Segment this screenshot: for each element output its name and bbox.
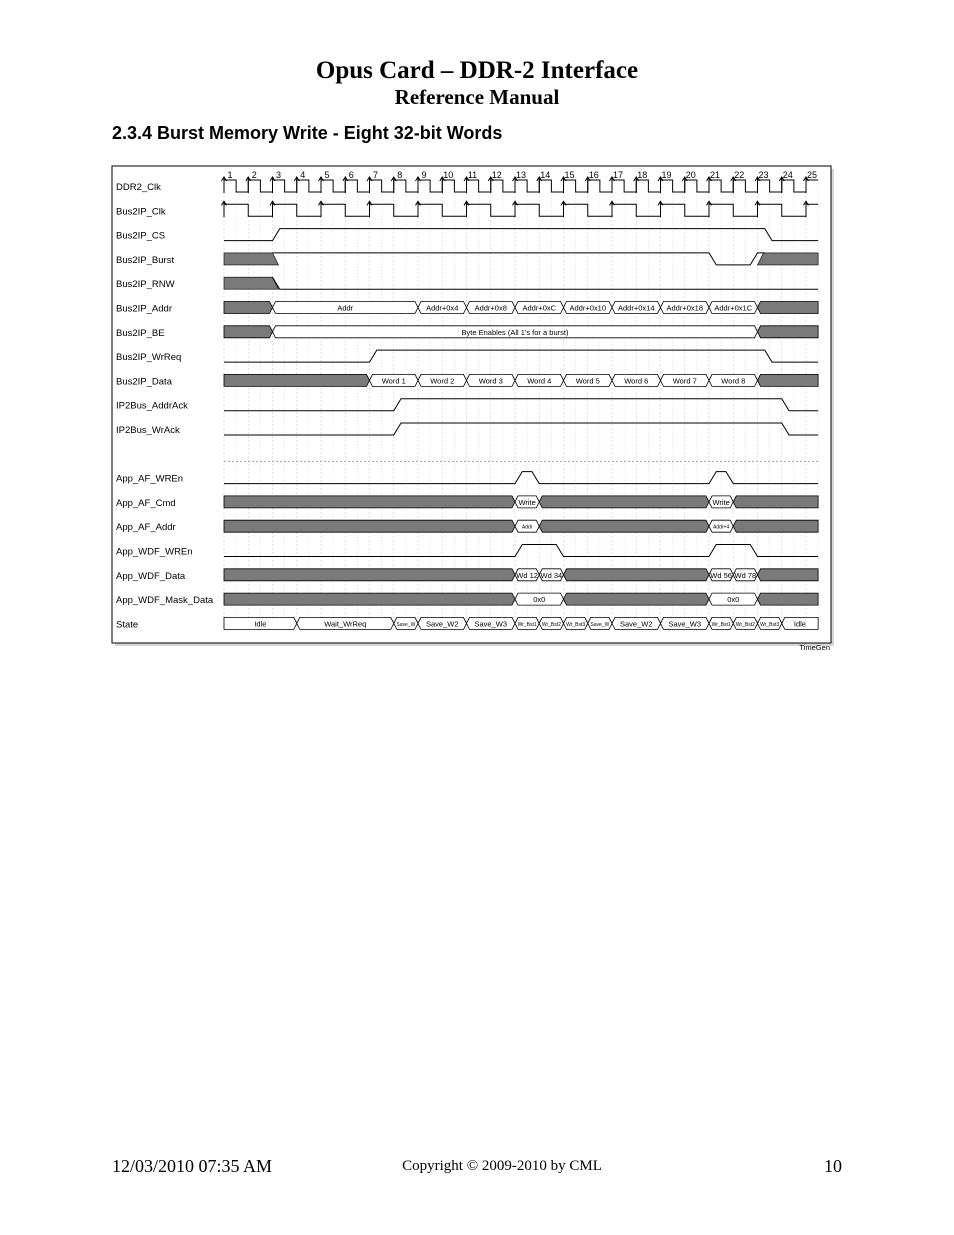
cycle-label: 11 xyxy=(467,170,478,180)
signal-name: Bus2IP_WrReq xyxy=(116,352,182,364)
dont-care-region xyxy=(224,374,370,386)
bus-value-label: Idle xyxy=(254,619,267,629)
dont-care-region xyxy=(539,520,709,532)
cycle-label: 15 xyxy=(564,170,575,180)
cycle-label: 19 xyxy=(661,170,672,180)
dont-care-region xyxy=(224,496,515,508)
dont-care-region xyxy=(224,326,273,338)
bus-value-label: 0x0 xyxy=(533,595,546,605)
document-title: Opus Card – DDR-2 Interface xyxy=(315,57,639,84)
dont-care-region xyxy=(224,253,279,265)
cycle-label: 3 xyxy=(275,170,282,180)
bus-value-label: Addr+0x1C xyxy=(714,303,753,313)
bus-value-label: Wait_WrReq xyxy=(324,619,367,629)
cycle-label: 21 xyxy=(709,170,721,180)
bus-value-label: Addr+0x10 xyxy=(569,303,606,313)
bus-value-label: Byte Enables (All 1's for a burst) xyxy=(461,327,569,337)
bus-value-label: Wd 56 xyxy=(710,570,732,580)
dont-care-region xyxy=(758,326,819,338)
dont-care-region xyxy=(758,569,819,581)
bus-value-label: Word 4 xyxy=(527,376,552,386)
bus-value-label: Wr_Bst1 xyxy=(517,621,537,628)
bus-value-label: Write xyxy=(712,497,730,507)
cycle-label: 1 xyxy=(227,170,233,180)
bus-value-label: Word 8 xyxy=(721,376,746,386)
bus-value-label: Wd 12 xyxy=(516,570,538,580)
signal-name: Bus2IP_Burst xyxy=(116,254,175,266)
bus-value-label: Addr+0xC xyxy=(522,303,557,313)
bus-value-label: Write xyxy=(518,497,536,507)
dont-care-region xyxy=(733,496,818,508)
cycle-label: 18 xyxy=(637,170,648,180)
section-heading: 2.3.4 Burst Memory Write - Eight 32-bit Words xyxy=(112,123,503,143)
cycle-label: 20 xyxy=(685,170,696,180)
dont-care-region xyxy=(758,593,819,605)
bus-value-label: Addr+0x18 xyxy=(666,303,703,313)
cycle-label: 17 xyxy=(612,170,624,180)
bus-value-label: Save_W xyxy=(590,621,610,628)
bus-value-label: Addr+0x14 xyxy=(618,303,655,313)
bus-value-label: Word 7 xyxy=(672,376,697,386)
cycle-label: 22 xyxy=(734,170,745,180)
signal-name: App_AF_Cmd xyxy=(116,497,176,509)
cycle-label: 24 xyxy=(782,170,793,180)
cycle-label: 10 xyxy=(443,170,454,180)
dont-care-region xyxy=(758,374,819,386)
dont-care-region xyxy=(224,569,515,581)
signal-name: Bus2IP_Data xyxy=(116,376,172,388)
bus-value-label: 0x0 xyxy=(727,595,740,605)
cycle-label: 13 xyxy=(515,170,527,180)
dont-care-region xyxy=(758,253,819,265)
dont-care-region xyxy=(224,277,279,289)
document-subtitle: Reference Manual xyxy=(394,85,560,109)
signal-name: DDR2_Clk xyxy=(116,182,161,193)
bus-value-label: Wr_Bst3 xyxy=(566,621,586,628)
dont-care-region xyxy=(758,302,819,314)
timegen-watermark: TimeGen xyxy=(799,643,830,652)
bus-value-label: Save_W3 xyxy=(474,619,508,629)
cycle-label: 25 xyxy=(806,170,818,180)
dont-care-region xyxy=(539,496,709,508)
signal-name: IP2Bus_AddrAck xyxy=(116,400,188,412)
dont-care-region xyxy=(224,593,515,605)
footer-date: 12/03/2010 07:35 AM xyxy=(112,1156,273,1176)
signal-name: Bus2IP_BE xyxy=(116,327,165,339)
bus-value-label: Addr+4 xyxy=(712,524,730,531)
cycle-label: 2 xyxy=(251,170,257,180)
bus-value-label: Wr_Bst2 xyxy=(735,621,755,628)
footer-copyright: Copyright © 2009-2010 by CML xyxy=(402,1158,602,1174)
bus-value-label: Addr xyxy=(521,524,533,531)
dont-care-region xyxy=(564,593,710,605)
dont-care-region xyxy=(224,302,273,314)
bus-value-label: Wr_Bst1 xyxy=(711,621,731,628)
bus-value-label: Word 6 xyxy=(624,376,649,386)
bus-value-label: Save_W2 xyxy=(425,619,459,629)
cycle-label: 8 xyxy=(397,170,403,180)
dont-care-region xyxy=(733,520,818,532)
signal-name: App_WDF_Data xyxy=(116,570,186,582)
signal-name: App_WDF_Mask_Data xyxy=(116,595,214,607)
signal-name: App_AF_Addr xyxy=(116,522,176,534)
bus-value-label: Word 1 xyxy=(381,376,406,386)
bus-value-label: Wr_Bst3 xyxy=(760,621,780,628)
dont-care-region xyxy=(564,569,710,581)
signal-name: State xyxy=(116,619,139,631)
cycle-label: 12 xyxy=(491,170,502,180)
dont-care-region xyxy=(224,520,515,532)
signal-name: App_WDF_WREn xyxy=(116,546,193,558)
signal-name: Bus2IP_CS xyxy=(116,230,166,242)
bus-value-label: Addr xyxy=(337,303,354,313)
cycle-label: 9 xyxy=(421,170,427,180)
bus-value-label: Addr+0x8 xyxy=(474,303,507,313)
bus-value-label: Word 5 xyxy=(575,376,600,386)
cycle-label: 16 xyxy=(588,170,599,180)
bus-value-label: Wd 34 xyxy=(540,570,563,580)
bus-value-label: Save_W3 xyxy=(668,619,702,629)
bus-value-label: Save_W2 xyxy=(619,619,653,629)
cycle-label: 23 xyxy=(758,170,769,180)
cycle-label: 5 xyxy=(324,170,330,180)
cycle-label: 14 xyxy=(540,170,551,180)
signal-name: IP2Bus_WrAck xyxy=(116,425,180,436)
bus-value-label: Save_W xyxy=(396,621,416,628)
bus-value-label: Wr_Bst2 xyxy=(541,621,561,628)
bus-value-label: Word 3 xyxy=(478,376,503,386)
signal-name: Bus2IP_Addr xyxy=(116,303,172,315)
signal-name: Bus2IP_Clk xyxy=(116,206,166,218)
signal-name: App_AF_WREn xyxy=(116,473,184,485)
signal-name: Bus2IP_RNW xyxy=(116,279,175,291)
bus-value-label: Wd 78 xyxy=(734,570,757,580)
bus-value-label: Addr+0x4 xyxy=(426,303,459,313)
footer-page-number: 10 xyxy=(824,1156,842,1176)
bus-value-label: Word 2 xyxy=(430,376,455,386)
cycle-label: 4 xyxy=(300,170,306,180)
bus-value-label: Idle xyxy=(793,619,806,629)
cycle-label: 6 xyxy=(348,170,354,180)
cycle-label: 7 xyxy=(372,170,379,180)
